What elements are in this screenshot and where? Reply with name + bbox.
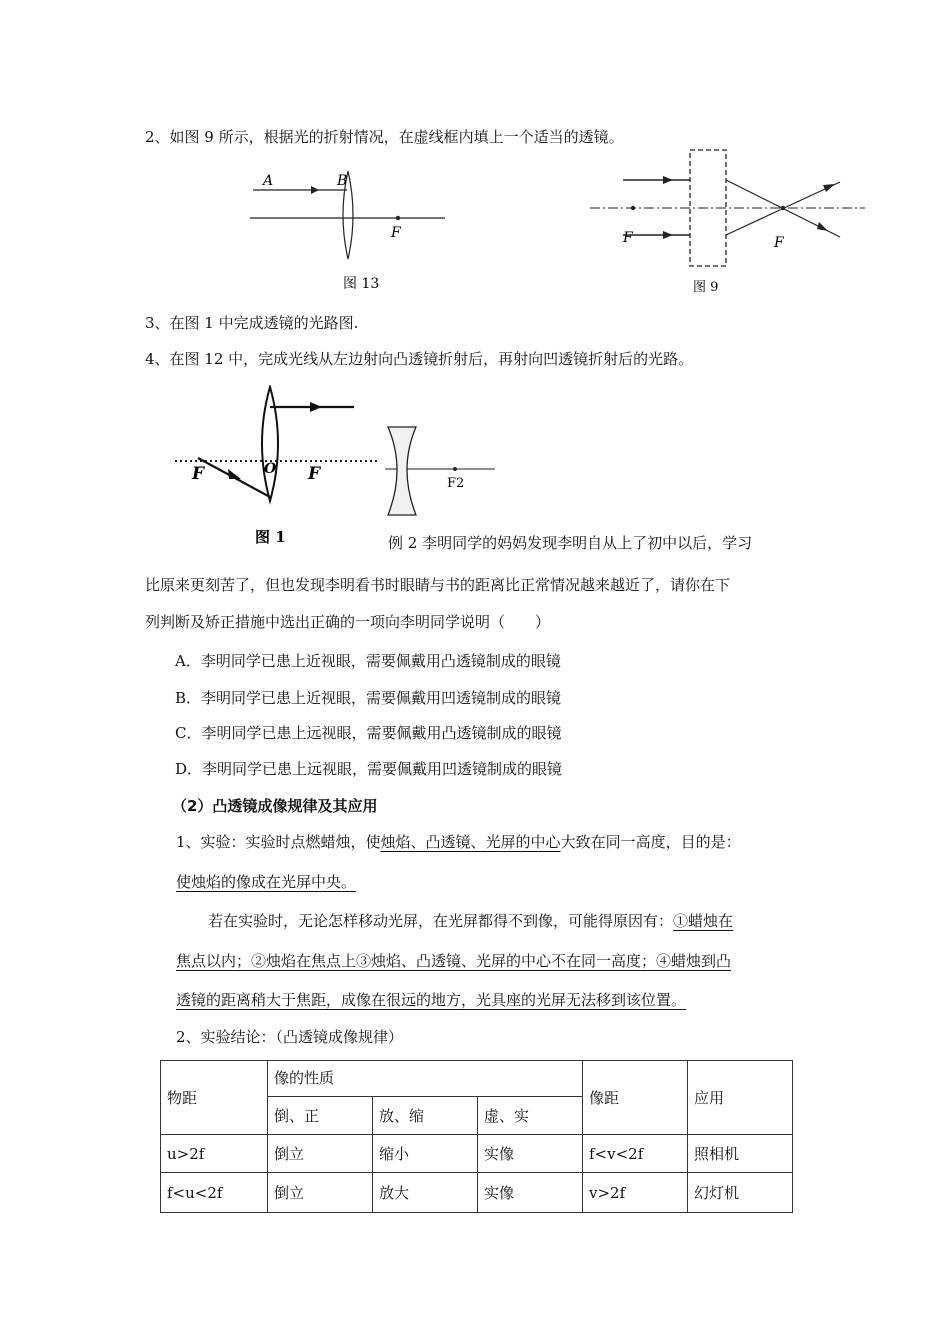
- cell-type: 实像: [478, 1135, 583, 1173]
- figure-13-caption: 图 13: [343, 276, 380, 292]
- cell-type: 实像: [478, 1173, 583, 1213]
- focus-left: [631, 206, 635, 210]
- example-2-line-2: 比原来更刻苦了，但也发现李明看书时眼睛与书的距离比正常情况越来越近了，请你在下: [145, 576, 731, 594]
- arrow-out-1: [823, 184, 835, 192]
- option-c: C．李明同学已患上远视眼，需要佩戴用凸透镜制成的眼镜: [175, 724, 562, 742]
- table-row: [161, 1173, 793, 1213]
- header-type: 虚、实: [478, 1097, 583, 1135]
- label-f-left: F: [623, 230, 633, 246]
- concave-lens: [388, 427, 416, 515]
- option-a: A．李明同学已患上近视眼，需要佩戴用凸透镜制成的眼镜: [175, 652, 561, 670]
- reason-line-2: 焦点以内；②烛焰在焦点上③烛焰、凸透镜、光屏的中心不在同一高度；④蜡烛到凸: [176, 952, 732, 970]
- convex-lens: [262, 387, 278, 501]
- cell-u: f<u<2f: [161, 1173, 268, 1213]
- table-row: [161, 1135, 793, 1173]
- header-image-distance: 像距: [582, 1061, 687, 1135]
- cell-u: u>2f: [161, 1135, 268, 1173]
- lens-imaging-table: [160, 1060, 793, 1213]
- cell-v: v>2f: [582, 1173, 687, 1213]
- arrow-bottom: [663, 231, 673, 239]
- cell-application: 幻灯机: [687, 1173, 792, 1213]
- cell-size: 缩小: [373, 1135, 478, 1173]
- label-f-right: F: [308, 464, 321, 484]
- label-f-right: F: [774, 235, 784, 251]
- figure-13: [245, 165, 455, 295]
- label-f: F: [391, 225, 401, 241]
- question-3: 3、在图 1 中完成透镜的光路图.: [145, 314, 359, 332]
- arrow-incident: [228, 469, 241, 479]
- reason-intro: 若在实验时，无论怎样移动光屏，在光屏都得不到像，可能得原因有：: [208, 912, 674, 930]
- cell-size: 放大: [373, 1173, 478, 1213]
- experiment-line-1: [176, 832, 741, 852]
- header-image-property: 像的性质: [268, 1061, 583, 1097]
- example-2-line-3: 列判断及矫正措施中选出正确的一项向李明同学说明（ ）: [145, 613, 551, 631]
- arrow-parallel: [310, 402, 322, 412]
- figure-9-caption: 图 9: [693, 280, 719, 295]
- option-d: D．李明同学已患上远视眼，需要佩戴用凹透镜制成的眼镜: [175, 760, 563, 778]
- focus-f2: [453, 467, 457, 471]
- experiment-prefix: 1、实验：实验时点燃蜡烛，使: [176, 833, 381, 851]
- cell-application: 照相机: [687, 1135, 792, 1173]
- focus-point: [396, 216, 400, 220]
- section-2-title: （2）凸透镜成像规律及其应用: [172, 797, 378, 815]
- label-a: A: [263, 173, 274, 189]
- figure-1-caption: 图 1: [255, 528, 286, 546]
- reason-line-3: 透镜的距离稍大于焦距，成像在很远的地方，光具座的光屏无法移到该位置。: [176, 991, 687, 1009]
- header-application: 应用: [687, 1061, 792, 1135]
- cell-v: f<v<2f: [582, 1135, 687, 1173]
- experiment-underlined: 烛焰、凸透镜、光屏的中心: [380, 833, 561, 851]
- option-b: B．李明同学已患上近视眼，需要佩戴用凹透镜制成的眼镜: [175, 689, 562, 707]
- experiment-purpose: 使烛焰的像成在光屏中央。: [176, 873, 357, 891]
- focus-right: [781, 206, 785, 210]
- example-2-line-1: 例 2 李明同学的妈妈发现李明自从上了初中以后，学习: [388, 534, 753, 552]
- figure-1: [170, 385, 500, 550]
- label-b: B: [337, 173, 348, 189]
- label-o: O: [264, 461, 277, 477]
- reason-1: ①蜡烛在: [673, 912, 734, 930]
- question-2: 2、如图 9 所示，根据光的折射情况，在虚线框内填上一个适当的透镜。: [145, 128, 624, 146]
- cell-orientation: 倒立: [268, 1173, 373, 1213]
- arrow-out-2: [817, 222, 828, 231]
- experiment-suffix: 大致在同一高度，目的是：: [560, 833, 741, 851]
- header-orientation: 倒、正: [268, 1097, 373, 1135]
- label-f2: F2: [447, 476, 465, 491]
- figure-9: [585, 145, 870, 300]
- reason-line-1: [208, 911, 733, 931]
- header-object-distance: 物距: [161, 1061, 268, 1135]
- conclusion-title: 2、实验结论：（凸透镜成像规律）: [176, 1028, 404, 1046]
- ray-arrow: [311, 186, 319, 194]
- cell-orientation: 倒立: [268, 1135, 373, 1173]
- header-size: 放、缩: [373, 1097, 478, 1135]
- label-f-left: F: [192, 464, 205, 484]
- question-4: 4、在图 12 中，完成光线从左边射向凸透镜折射后，再射向凹透镜折射后的光路。: [145, 350, 694, 368]
- arrow-top: [663, 176, 673, 184]
